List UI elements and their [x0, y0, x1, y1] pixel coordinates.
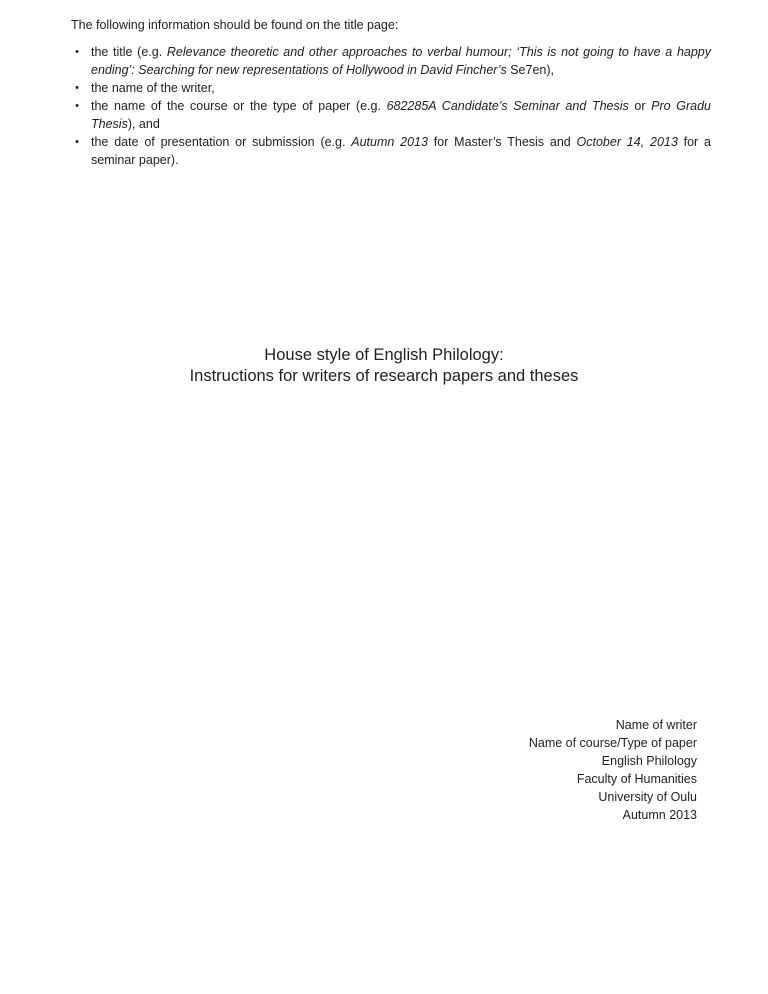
bullet-icon: •	[75, 46, 79, 58]
item-text: the date of presentation or submission (e.g.	[91, 135, 352, 149]
item-example: Relevance theoretic and other approaches to verbal humour; ‘This is not going to have a happy ending’: Searching for new representations of Hollywood in David Fincher’s	[91, 45, 711, 77]
item-text: ), and	[127, 117, 160, 131]
item-text: for a seminar paper).	[91, 135, 711, 167]
document-title	[0, 345, 768, 387]
list-item-date	[71, 133, 711, 169]
item-text: Se7en),	[506, 63, 555, 77]
item-example: October 14, 2013	[576, 135, 678, 149]
title-line-1: House style of English Philology:	[264, 346, 504, 364]
title-line-2: Instructions for writers of research papers and theses	[189, 367, 579, 385]
bullet-icon: •	[75, 100, 79, 112]
item-text: the title (e.g.	[91, 45, 167, 59]
item-text: the name of the course or the type of paper (e.g.	[91, 99, 387, 113]
item-example: 682285A Candidate’s Seminar and Thesis	[386, 99, 629, 113]
faculty-name: Faculty of Humanities	[576, 772, 697, 786]
list-item-course	[71, 97, 711, 133]
university-name: University of Oulu	[598, 790, 697, 804]
department-name: English Philology	[601, 754, 697, 768]
term: Autumn 2013	[622, 808, 697, 822]
author-info-block	[529, 716, 697, 824]
list-item-title	[71, 43, 711, 79]
item-text: or	[628, 99, 652, 113]
bullet-icon: •	[75, 82, 79, 94]
item-text: for Master’s Thesis and	[427, 135, 577, 149]
item-example: Pro Gradu Thesis	[91, 99, 711, 131]
item-example: Autumn 2013	[351, 135, 428, 149]
item-text: the name of the writer,	[91, 81, 215, 95]
course-name: Name of course/Type of paper	[528, 736, 697, 750]
intro-text: The following information should be found on the title page:	[71, 18, 399, 32]
list-item-writer	[71, 79, 711, 97]
writer-name: Name of writer	[615, 718, 697, 732]
bullet-icon: •	[75, 136, 79, 148]
title-page-requirements-list	[71, 43, 711, 169]
